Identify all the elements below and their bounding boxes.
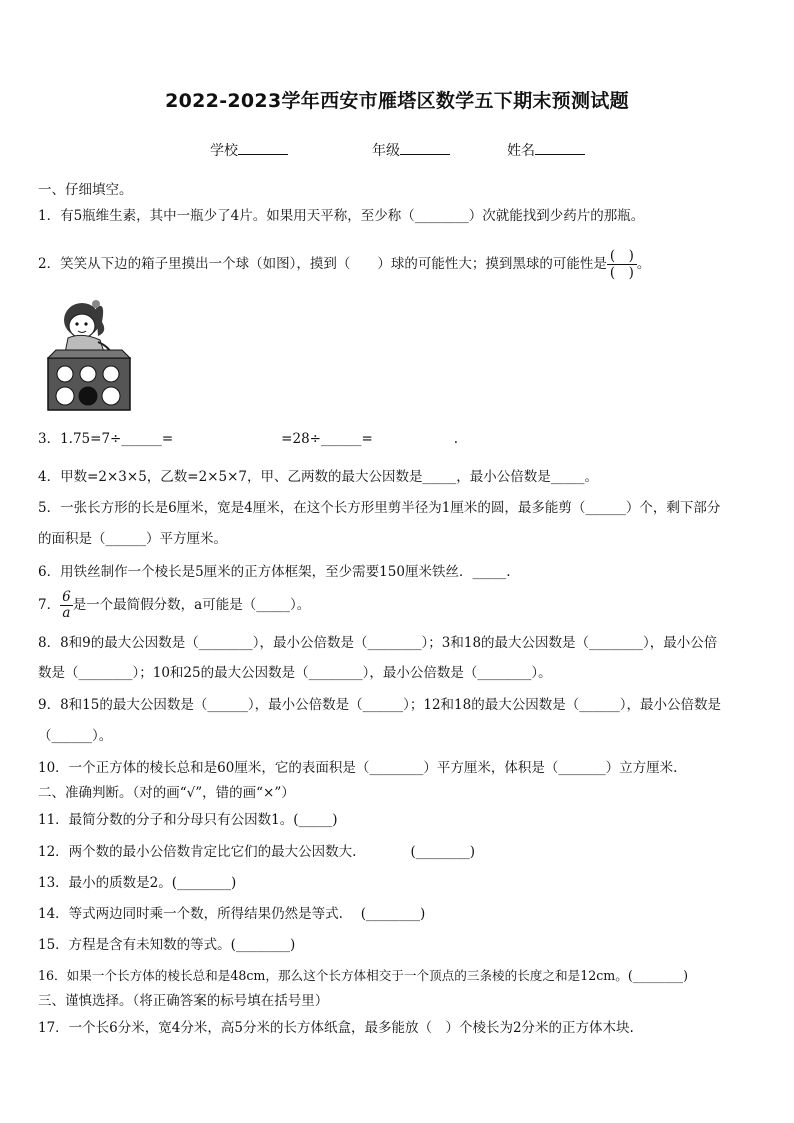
- question-16: 16．如果一个长方体的棱长总和是48cm，那么这个长方体相交于一个顶点的三条棱的长度之和是12cm。(________): [38, 968, 689, 983]
- question-7-text: 是一个最简假分数，a可能是（_____）。: [72, 597, 311, 613]
- question-8-line-2: 数是（________）；10和25的最大公因数是（________），最小公倍数是（________）。: [38, 665, 552, 681]
- section-1-heading: 一、仔细填空。: [38, 182, 133, 198]
- question-12: 12．两个数的最小公倍数肯定比它们的最大公因数大. (________): [38, 844, 476, 860]
- question-7-number: 7．: [38, 597, 61, 613]
- question-2-end: 。: [636, 256, 651, 272]
- question-1: 1．有5瓶维生素，其中一瓶少了4片。如果用天平称，至少称（________）次就能找到少药片的那瓶。: [38, 208, 645, 224]
- name-blank[interactable]: [535, 140, 585, 155]
- fraction-denominator: a: [62, 605, 71, 621]
- question-9-line-1: 9．8和15的最大公因数是（______），最小公倍数是（______）；12和18的最大公因数是（______），最小公倍数是: [38, 697, 721, 713]
- grade-field: [372, 140, 450, 160]
- question-9-line-2: （______）。: [38, 728, 113, 744]
- grade-label: 年级: [372, 143, 400, 159]
- question-2: [38, 246, 764, 282]
- name-field: [507, 140, 585, 160]
- fraction-numerator: 6: [62, 589, 71, 605]
- question-5-line-1: 5．一张长方形的长是6厘米，宽是4厘米，在这个长方形里剪半径为1厘米的圆，最多能剪（______）个，剩下部分: [38, 500, 721, 516]
- section-2-heading: 二、准确判断。（对的画“√”，错的画“×”）: [38, 785, 295, 801]
- school-label: 学校: [210, 143, 238, 159]
- school-field: [210, 140, 288, 160]
- question-4: 4．甲数=2×3×5，乙数=2×5×7，甲、乙两数的最大公因数是_____，最小公倍数是_____。: [38, 469, 598, 485]
- question-8-line-1: 8．8和9的最大公因数是（________），最小公倍数是（________）；3和18的最大公因数是（________），最小公倍: [38, 635, 718, 651]
- question-14: 14．等式两边同时乘一个数，所得结果仍然是等式. (________): [38, 906, 426, 922]
- question-13: 13．最小的质数是2。(________): [38, 875, 237, 891]
- question-15: 15．方程是含有未知数的等式。(________): [38, 937, 296, 953]
- question-11: 11．最简分数的分子和分母只有公因数1。(_____): [38, 812, 338, 828]
- question-10: 10．一个正方体的棱长总和是60厘米，它的表面积是（________）平方厘米，体积是（_______）立方厘米.: [38, 760, 678, 776]
- section-3-heading: 三、谨慎选择。（将正确答案的标号填在括号里）: [38, 993, 329, 1009]
- fraction-denominator: ( ): [609, 265, 634, 281]
- school-blank[interactable]: [238, 140, 288, 155]
- grade-blank[interactable]: [400, 140, 450, 155]
- question-6: 6．用铁丝制作一个棱长是5厘米的正方体框架，至少需要150厘米铁丝．_____.: [38, 564, 511, 580]
- question-7-fraction: [60, 590, 73, 621]
- question-2-fraction: [607, 248, 637, 281]
- question-17: 17．一个长6分米，宽4分米，高5分米的长方体纸盒，最多能放（ ）个棱长为2分米的正方体木块.: [38, 1020, 634, 1036]
- question-2-text: 2．笑笑从下边的箱子里摸出一个球（如图），摸到（ ）球的可能性大；摸到黑球的可能性是: [38, 256, 607, 272]
- fraction-numerator: ( ): [607, 248, 637, 265]
- question-7: [38, 588, 764, 622]
- girl-with-ball-box-illustration: [46, 292, 132, 416]
- page-title: 2022-2023学年西安市雁塔区数学五下期末预测试题: [165, 90, 629, 112]
- question-3: 3．1.75=7÷______= =28÷______= .: [38, 431, 459, 447]
- name-label: 姓名: [507, 143, 535, 159]
- question-5-line-2: 的面积是（______）平方厘米。: [38, 531, 227, 547]
